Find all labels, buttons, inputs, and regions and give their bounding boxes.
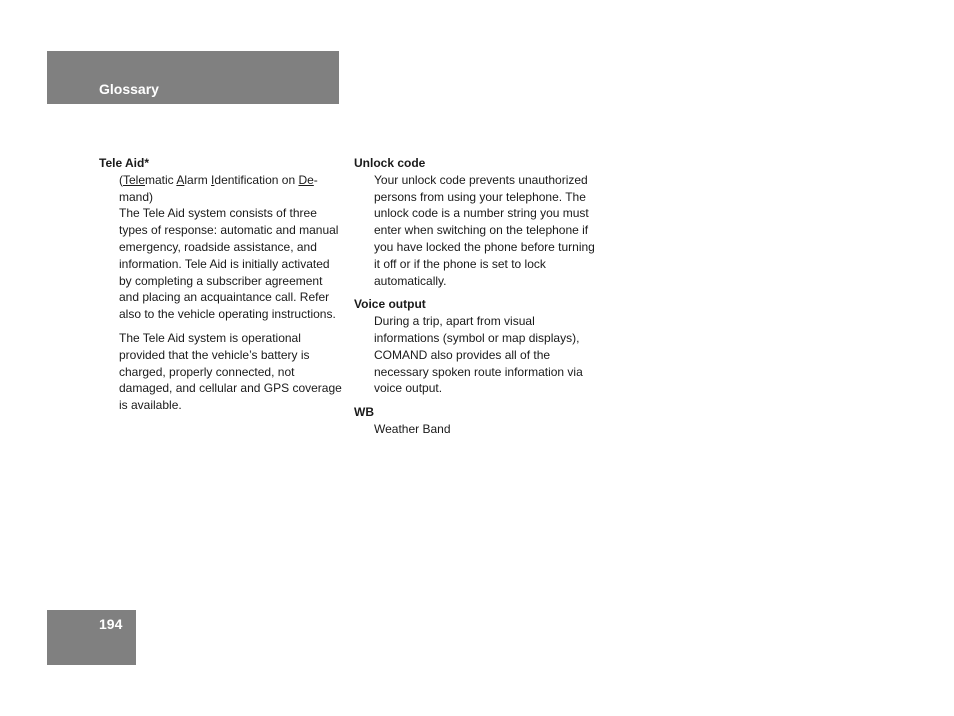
page-number-tab (47, 610, 136, 665)
glossary-column-left (99, 155, 344, 414)
glossary-term: Unlock code (354, 156, 426, 170)
acronym-letter: De (298, 172, 314, 187)
definition-paragraph: The Tele Aid system is operational provided that the vehicle’s battery is charged, properly connected, not damaged, and cellular and GPS coverage is available. (119, 330, 342, 413)
glossary-entry-unlock-code (354, 155, 599, 289)
glossary-definition (374, 313, 599, 397)
acronym-text: larm (184, 172, 212, 187)
definition-paragraph: The Tele Aid system consists of three types of response: automatic and manual emergency, roadside assistance, and information. Tele Aid is initially activated by completing a subscriber agreement and placing an acquaintance call. Refer also to the vehicle operating instructions. (119, 206, 339, 322)
chapter-header-tab (47, 51, 339, 104)
glossary-entry-wb (354, 404, 599, 438)
acronym-text: matic (145, 172, 177, 187)
acronym-text: -mand) (119, 172, 318, 204)
acronym-text: ( (119, 172, 123, 187)
page-number: 194 (99, 616, 123, 632)
glossary-definition (119, 172, 344, 414)
glossary-entry-voice-output (354, 296, 599, 397)
acronym-letter: I (211, 172, 215, 187)
glossary-column-right (354, 155, 599, 438)
glossary-definition (374, 421, 599, 438)
glossary-term: Tele Aid* (99, 156, 150, 170)
acronym-expansion (119, 172, 344, 206)
chapter-title: Glossary (99, 81, 159, 97)
glossary-term: Voice output (354, 297, 426, 312)
glossary-definition (374, 172, 599, 290)
definition-paragraph: During a trip, apart from visual informations (symbol or map displays), COMAND also provides all of the necessary spoken route information via voice output. (374, 314, 583, 396)
acronym-text: dentification on (214, 172, 299, 187)
definition-paragraph: Your unlock code prevents unauthorized persons from using your telephone. The unlock code is a number string you must enter when switching on the telephone if you have locked the phone before turning it off or if the phone is set to lock automatically. (374, 172, 595, 288)
acronym-letter: Tele (123, 172, 146, 187)
glossary-term: WB (354, 405, 374, 420)
acronym-letter: A (176, 172, 185, 187)
glossary-entry-tele-aid (99, 155, 344, 414)
definition-paragraph: Weather Band (374, 421, 451, 436)
